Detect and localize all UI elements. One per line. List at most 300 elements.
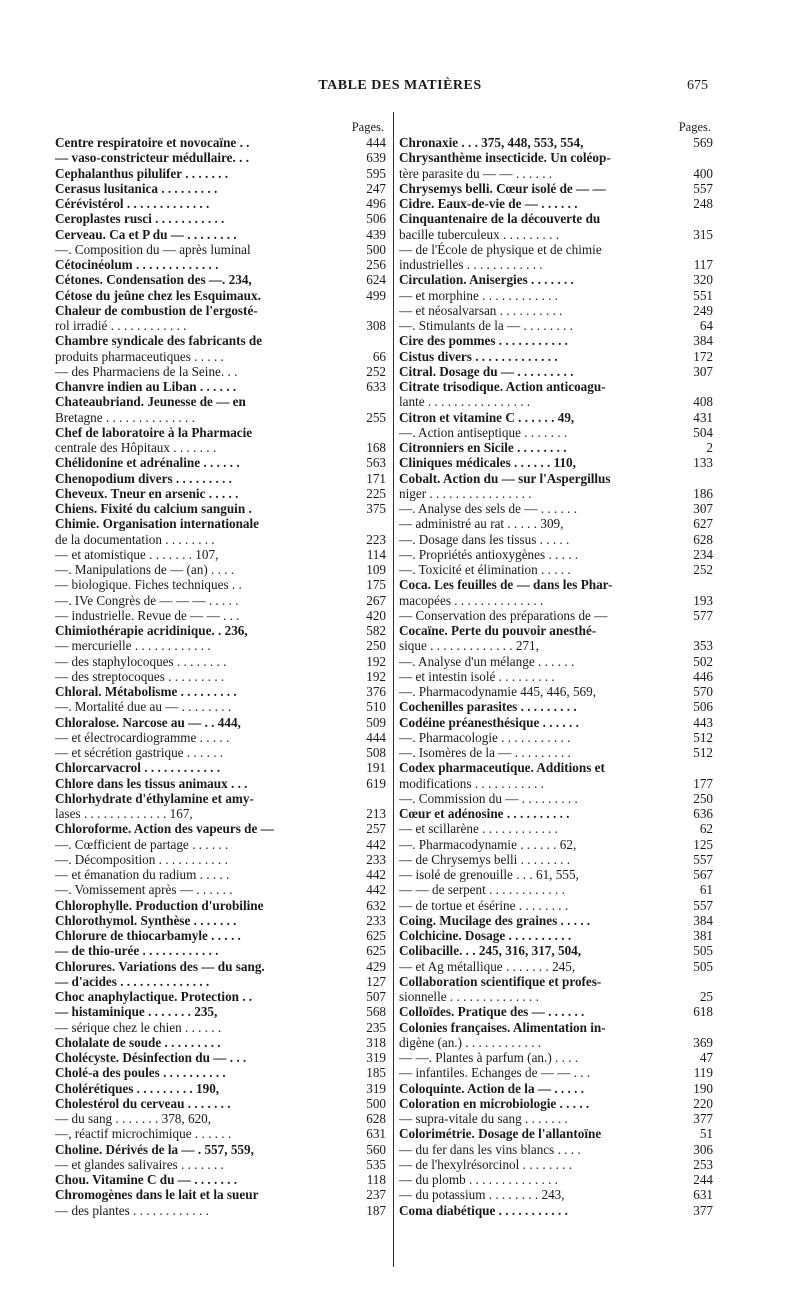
entry-page: 267 (366, 592, 386, 608)
index-entry (399, 1172, 713, 1187)
entry-text: Cistus divers . . . . . . . . . . . . . (399, 348, 558, 364)
entry-page (365, 791, 386, 806)
index-entry (55, 410, 386, 425)
entry-page: 186 (693, 485, 713, 501)
entry-text: — et intestin isolé . . . . . . . . . (399, 668, 555, 684)
index-entry (55, 135, 386, 150)
entry-page: 235 (366, 1019, 386, 1035)
index-entry (399, 638, 713, 653)
entry-page: 446 (693, 668, 713, 684)
entry-text: Cocaïne. Perte du pouvoir anesthé- (399, 623, 597, 638)
entry-page: 442 (366, 882, 386, 898)
index-entry (399, 1111, 713, 1126)
index-entry (55, 516, 386, 531)
index-entry (55, 1081, 386, 1096)
entry-text: Chlorophylle. Production d'urobiline (55, 897, 264, 913)
entry-page: 369 (693, 1034, 713, 1050)
entry-text: Chimiothérapie acridinique. . 236, (55, 623, 248, 638)
entry-page: 563 (366, 455, 386, 471)
index-entry (55, 1065, 386, 1080)
index-entry (399, 516, 713, 531)
index-entries (399, 135, 713, 1218)
entry-text: Chateaubriand. Jeunesse de — en (55, 394, 246, 410)
index-entry (55, 852, 386, 867)
entry-page: 51 (699, 1126, 713, 1142)
entry-page: 506 (693, 699, 713, 715)
entry-page: 570 (693, 684, 713, 699)
entry-page: 628 (693, 531, 713, 547)
entry-text: Cholérétiques . . . . . . . . . 190, (55, 1080, 220, 1096)
entry-text: — biologique. Fiches techniques . . (55, 577, 242, 593)
entry-page: 500 (366, 1095, 386, 1111)
index-entry (399, 730, 713, 745)
index-entry (55, 562, 386, 577)
entry-page: 253 (693, 1156, 713, 1172)
entry-text: —. Cœfficient de partage . . . . . . (55, 836, 229, 852)
index-entry (55, 455, 386, 470)
index-entry (55, 791, 386, 806)
pages-label: Pages. (351, 120, 384, 134)
entry-text: — des plantes . . . . . . . . . . . . (55, 1202, 209, 1218)
entry-page: 408 (693, 394, 713, 410)
entry-page: 509 (366, 714, 386, 730)
index-entry (399, 1081, 713, 1096)
entry-text: Citrate trisodique. Action anticoagu- (399, 379, 606, 394)
entry-page: 400 (693, 165, 713, 181)
entry-page: 187 (366, 1202, 386, 1218)
entry-page: 420 (366, 607, 386, 623)
index-entry (55, 1203, 386, 1218)
index-entry (399, 1035, 713, 1050)
index-entry (399, 1020, 713, 1035)
index-entry (55, 760, 386, 775)
entry-page: 306 (693, 1141, 713, 1157)
index-entry (399, 532, 713, 547)
index-entry (399, 349, 713, 364)
index-entry (399, 562, 713, 577)
entry-page: 247 (366, 180, 386, 196)
index-entry (55, 288, 386, 303)
index-entry (55, 1035, 386, 1050)
entry-text: — des staphylocoques . . . . . . . . (55, 653, 227, 669)
entry-text: — et émanation du radium . . . . . (55, 867, 230, 882)
index-entry (55, 638, 386, 653)
index-entry (399, 821, 713, 836)
entry-text: —. Analyse des sels de — . . . . . . (399, 501, 578, 516)
index-entry (55, 821, 386, 836)
index-entry (55, 943, 386, 958)
entry-text: digène (an.) . . . . . . . . . . . . (399, 1034, 542, 1050)
entry-text: Citron et vitamine C . . . . . . 49, (399, 409, 575, 425)
entry-text: — et glandes salivaires . . . . . . . (55, 1156, 224, 1172)
index-entry (55, 699, 386, 714)
entry-text: Cœur et adénosine . . . . . . . . . . (399, 806, 570, 821)
index-entry (55, 1111, 386, 1126)
entry-page: 118 (366, 1172, 386, 1187)
index-entry (55, 806, 386, 821)
entry-page (365, 333, 386, 348)
entry-text: — de l'hexylrésorcinol . . . . . . . . (399, 1156, 573, 1172)
index-entry (55, 1187, 386, 1202)
entry-page: 249 (693, 302, 713, 318)
entry-text: lases . . . . . . . . . . . . . 167, (55, 806, 193, 821)
entry-page: 177 (693, 775, 713, 791)
index-entry (55, 1004, 386, 1019)
entry-text: —, réactif microchimique . . . . . . (55, 1126, 232, 1142)
entry-text: centrale des Hôpitaux . . . . . . . (55, 440, 217, 455)
index-entry (55, 593, 386, 608)
entry-page: 234 (693, 546, 713, 562)
index-entry (399, 928, 713, 943)
index-entry (399, 867, 713, 882)
index-entry (399, 181, 713, 196)
entry-page: 375 (366, 501, 386, 516)
entry-text: — du potassium . . . . . . . . 243, (399, 1187, 565, 1203)
entry-text: —. Composition du — après luminal (55, 241, 251, 257)
index-entry (399, 715, 713, 730)
entry-page (365, 516, 386, 531)
entry-text: — — de serpent . . . . . . . . . . . . (399, 882, 565, 898)
entry-page: 62 (699, 821, 713, 837)
index-entry (55, 1142, 386, 1157)
entry-page: 225 (366, 485, 386, 501)
entry-text: —. Pharmacodynamie 445, 446, 569, (399, 684, 597, 699)
entry-text: Chambre syndicale des fabricants de (55, 333, 263, 349)
entry-page: 627 (693, 516, 713, 532)
entry-text: —. Action antiseptique . . . . . . . (399, 424, 568, 440)
entry-text: Collaboration scientifique et profes- (399, 973, 602, 989)
entry-text: Coing. Mucilage des graines . . . . . (399, 912, 591, 928)
entry-text: Chrysanthème insecticide. Un coléop- (399, 150, 611, 166)
entry-text: industrielles . . . . . . . . . . . . (399, 257, 543, 272)
index-entry (55, 547, 386, 562)
entry-page: 2 (706, 440, 713, 455)
entry-page: 557 (693, 180, 713, 196)
index-entry (399, 1142, 713, 1157)
index-entry (55, 882, 386, 897)
entry-text: Colloïdes. Pratique des — . . . . . . (399, 1004, 585, 1020)
entry-text: Chrysemys belli. Cœur isolé de — — (399, 180, 606, 196)
entry-page: 506 (366, 211, 386, 227)
index-entry (399, 455, 713, 470)
entry-text: Chou. Vitamine C du — . . . . . . . (55, 1172, 238, 1187)
entry-page: 512 (693, 729, 713, 745)
index-entry (399, 288, 713, 303)
index-entry (399, 593, 713, 608)
entry-page: 510 (366, 699, 386, 715)
entry-text: Cinquantenaire de la découverte du (399, 211, 601, 227)
entry-text: — et électrocardiogramme . . . . . (55, 729, 230, 745)
entry-page (692, 150, 713, 165)
index-entry (55, 745, 386, 760)
index-entry (55, 425, 386, 440)
entry-page: 114 (366, 546, 386, 562)
entry-text: Codéine préanesthésique . . . . . . (399, 714, 579, 730)
index-entry (399, 837, 713, 852)
entry-text: Choc anaphylactique. Protection . . (55, 989, 253, 1004)
index-entry (55, 669, 386, 684)
entry-page: 384 (693, 912, 713, 928)
index-entry (399, 486, 713, 501)
index-entry (55, 974, 386, 989)
index-entry (399, 1187, 713, 1202)
entry-text: — du fer dans les vins blancs . . . . (399, 1141, 581, 1157)
entry-page: 376 (366, 684, 386, 699)
entry-page: 504 (693, 424, 713, 440)
index-entry (399, 791, 713, 806)
index-entry (55, 166, 386, 181)
entry-page: 133 (693, 455, 713, 471)
entry-page (365, 303, 386, 318)
page-number: 675 (687, 78, 708, 93)
entry-text: Cerasus lusitanica . . . . . . . . . (55, 180, 218, 196)
entry-page: 618 (693, 1004, 713, 1020)
index-entry (399, 1065, 713, 1080)
entry-page: 507 (366, 989, 386, 1004)
entry-page: 117 (693, 257, 713, 272)
entry-text: — industrielle. Revue de — — . . . (55, 607, 240, 623)
index-entry (55, 1172, 386, 1187)
entry-text: — et néosalvarsan . . . . . . . . . . (399, 302, 563, 318)
entry-text: —. Propriétés antioxygènes . . . . . (399, 546, 579, 562)
entry-page: 47 (699, 1050, 713, 1065)
entry-page: 255 (366, 409, 386, 425)
index-entry (399, 882, 713, 897)
entry-page: 557 (693, 851, 713, 867)
entry-page: 639 (366, 150, 386, 166)
index-entry (55, 776, 386, 791)
index-entry (55, 730, 386, 745)
entry-text: Cochenilles parasites . . . . . . . . . (399, 699, 577, 715)
entry-text: niger . . . . . . . . . . . . . . . . (399, 485, 532, 501)
entry-page (692, 471, 713, 486)
running-title: TABLE DES MATIÈRES (318, 78, 482, 93)
entry-text: — d'acides . . . . . . . . . . . . . . (55, 973, 210, 989)
entry-page: 109 (366, 562, 386, 577)
entry-page: 318 (366, 1034, 386, 1050)
entry-page: 381 (693, 928, 713, 943)
entry-page: 560 (366, 1141, 386, 1157)
entry-page: 505 (693, 943, 713, 959)
index-entry (55, 303, 386, 318)
entry-page (692, 760, 713, 775)
entry-text: — et morphine . . . . . . . . . . . . (399, 287, 558, 303)
entry-text: produits pharmaceutiques . . . . . (55, 348, 224, 364)
entry-text: Colonies françaises. Alimentation in- (399, 1019, 606, 1035)
entry-text: Cliniques médicales . . . . . . 110, (399, 455, 576, 471)
entry-page: 220 (693, 1095, 713, 1111)
index-entry (399, 1096, 713, 1111)
entry-page (365, 394, 386, 409)
entry-page: 431 (693, 409, 713, 425)
entry-text: —. Toxicité et élimination . . . . . (399, 562, 571, 577)
entry-page: 636 (693, 806, 713, 821)
index-entry (399, 135, 713, 150)
index-entry (55, 989, 386, 1004)
entry-text: —. IVe Congrès de — — — . . . . . (55, 592, 239, 608)
entry-page: 442 (366, 867, 386, 882)
entry-page: 190 (693, 1080, 713, 1096)
index-entry (55, 837, 386, 852)
entry-page: 66 (372, 348, 386, 364)
entry-page: 119 (693, 1065, 713, 1081)
entry-text: Coca. Les feuilles de — dans les Phar- (399, 577, 613, 593)
pages-label: Pages. (678, 120, 711, 134)
index-entry (399, 318, 713, 333)
index-column-left (55, 119, 386, 1218)
entry-page: 557 (693, 897, 713, 913)
entry-page: 307 (693, 363, 713, 379)
entry-text: Cholalate de soude . . . . . . . . . (55, 1034, 221, 1050)
entry-page: 193 (693, 592, 713, 608)
index-column-right (399, 119, 713, 1218)
entry-page: 628 (366, 1111, 386, 1126)
index-entry (399, 394, 713, 409)
entry-text: — et scillarène . . . . . . . . . . . . (399, 821, 558, 837)
entry-page (365, 425, 386, 440)
index-entry (55, 1020, 386, 1035)
entry-text: Citral. Dosage du — . . . . . . . . . (399, 363, 574, 379)
index-entry (399, 852, 713, 867)
entry-text: — et atomistique . . . . . . . 107, (55, 546, 219, 562)
entry-page: 185 (366, 1065, 386, 1081)
index-entry (399, 745, 713, 760)
index-entry (55, 471, 386, 486)
index-entry (399, 806, 713, 821)
index-entry (399, 242, 713, 257)
entry-page: 577 (693, 607, 713, 623)
entry-page: 250 (693, 790, 713, 806)
entry-text: Cétocinéolum . . . . . . . . . . . . . (55, 257, 219, 272)
entry-page: 319 (366, 1080, 386, 1096)
entry-text: —. Isomères de la — . . . . . . . . . (399, 745, 571, 760)
entry-page: 496 (366, 196, 386, 211)
entry-page: 377 (693, 1202, 713, 1218)
index-entry (399, 577, 713, 592)
entry-text: Cidre. Eaux-de-vie de — . . . . . . (399, 196, 578, 211)
entry-page: 595 (366, 165, 386, 181)
entry-page: 551 (693, 287, 713, 303)
entry-page: 619 (366, 775, 386, 791)
entry-text: — de l'École de physique et de chimie (399, 241, 602, 257)
index-entry (55, 623, 386, 638)
index-entry (399, 898, 713, 913)
entry-text: Colorimétrie. Dosage de l'allantoïne (399, 1126, 602, 1142)
entry-text: Coloquinte. Action de la — . . . . . (399, 1080, 585, 1096)
entry-text: —. Pharmacologie . . . . . . . . . . . (399, 729, 571, 745)
entry-page: 256 (366, 257, 386, 272)
index-entry (55, 486, 386, 501)
entry-page: 315 (693, 226, 713, 242)
entry-page: 631 (366, 1126, 386, 1142)
entry-text: Cétones. Condensation des —. 234, (55, 272, 252, 288)
entry-text: — Conservation des préparations de — (399, 607, 608, 623)
entry-text: — des Pharmaciens de la Seine. . . (55, 363, 238, 379)
entry-page: 377 (693, 1111, 713, 1126)
index-entry (399, 211, 713, 226)
index-entry (55, 333, 386, 348)
entry-page (692, 242, 713, 257)
index-entry (55, 867, 386, 882)
entry-page: 582 (366, 623, 386, 638)
entry-text: macopées . . . . . . . . . . . . . . (399, 592, 544, 608)
entry-page: 168 (366, 440, 386, 455)
index-entry (55, 608, 386, 623)
index-entry (399, 364, 713, 379)
entry-page: 25 (699, 989, 713, 1004)
entry-text: Chlorure de thiocarbamyle . . . . . (55, 928, 241, 943)
index-entry (55, 211, 386, 226)
entry-text: —. Analyse d'un mélange . . . . . . (399, 653, 575, 669)
entry-page: 505 (693, 958, 713, 974)
entry-text: Chlore dans les tissus animaux . . . (55, 775, 248, 791)
entry-text: — vaso-constricteur médullaire. . . (55, 150, 250, 166)
index-entry (399, 257, 713, 272)
entry-text: — histaminique . . . . . . . 235, (55, 1004, 218, 1020)
index-entry (55, 272, 386, 287)
index-entry (399, 1050, 713, 1065)
entry-page: 384 (693, 333, 713, 349)
entry-text: Chloroforme. Action des vapeurs de — (55, 821, 274, 837)
entry-text: Cire des pommes . . . . . . . . . . . (399, 333, 568, 349)
entry-page: 625 (366, 943, 386, 959)
entry-text: — de tortue et ésérine . . . . . . . . (399, 897, 569, 913)
index-entry (399, 943, 713, 958)
entry-text: —. Décomposition . . . . . . . . . . . (55, 851, 228, 867)
index-entry (399, 166, 713, 181)
entry-text: —. Commission du — . . . . . . . . . (399, 790, 578, 806)
index-entry (399, 272, 713, 287)
entry-text: Chloralose. Narcose au — . . 444, (55, 714, 241, 730)
entry-text: modifications . . . . . . . . . . . (399, 775, 545, 791)
entry-page: 444 (366, 729, 386, 745)
index-entry (55, 928, 386, 943)
entry-text: — infantiles. Echanges de — — . . . (399, 1065, 591, 1081)
index-entry (55, 227, 386, 242)
entry-text: rol irradié . . . . . . . . . . . . (55, 318, 187, 333)
entry-text: Cephalanthus pilulifer . . . . . . . (55, 165, 229, 181)
entry-text: tère parasite du — — . . . . . . (399, 165, 553, 181)
index-entry (399, 913, 713, 928)
index-entries (55, 135, 386, 1218)
index-entry (55, 577, 386, 592)
entry-page: 633 (366, 379, 386, 394)
entry-page: 252 (366, 363, 386, 379)
index-entry (399, 471, 713, 486)
entry-text: Coloration en microbiologie . . . . . (399, 1095, 590, 1111)
entry-text: Chlorothymol. Synthèse . . . . . . . (55, 912, 237, 928)
index-entry (399, 501, 713, 516)
entry-page: 61 (699, 882, 713, 898)
index-entry (55, 196, 386, 211)
entry-page: 192 (366, 668, 386, 684)
entry-page: 442 (366, 836, 386, 852)
entry-page: 568 (366, 1004, 386, 1020)
index-entry (399, 684, 713, 699)
index-entry (55, 501, 386, 516)
entry-page: 512 (693, 745, 713, 760)
index-entry (55, 318, 386, 333)
entry-page: 535 (366, 1156, 386, 1172)
entry-page: 632 (366, 897, 386, 913)
index-entry (399, 333, 713, 348)
entry-page: 171 (366, 470, 386, 486)
entry-text: Chanvre indien au Liban . . . . . . (55, 379, 237, 394)
entry-text: Chlorcarvacrol . . . . . . . . . . . . (55, 760, 221, 776)
entry-text: —. Pharmacodynamie . . . . . . 62, (399, 836, 577, 852)
entry-text: —. Stimulants de la — . . . . . . . . (399, 318, 573, 333)
entry-text: Chlorures. Variations des — du sang. (55, 958, 265, 974)
